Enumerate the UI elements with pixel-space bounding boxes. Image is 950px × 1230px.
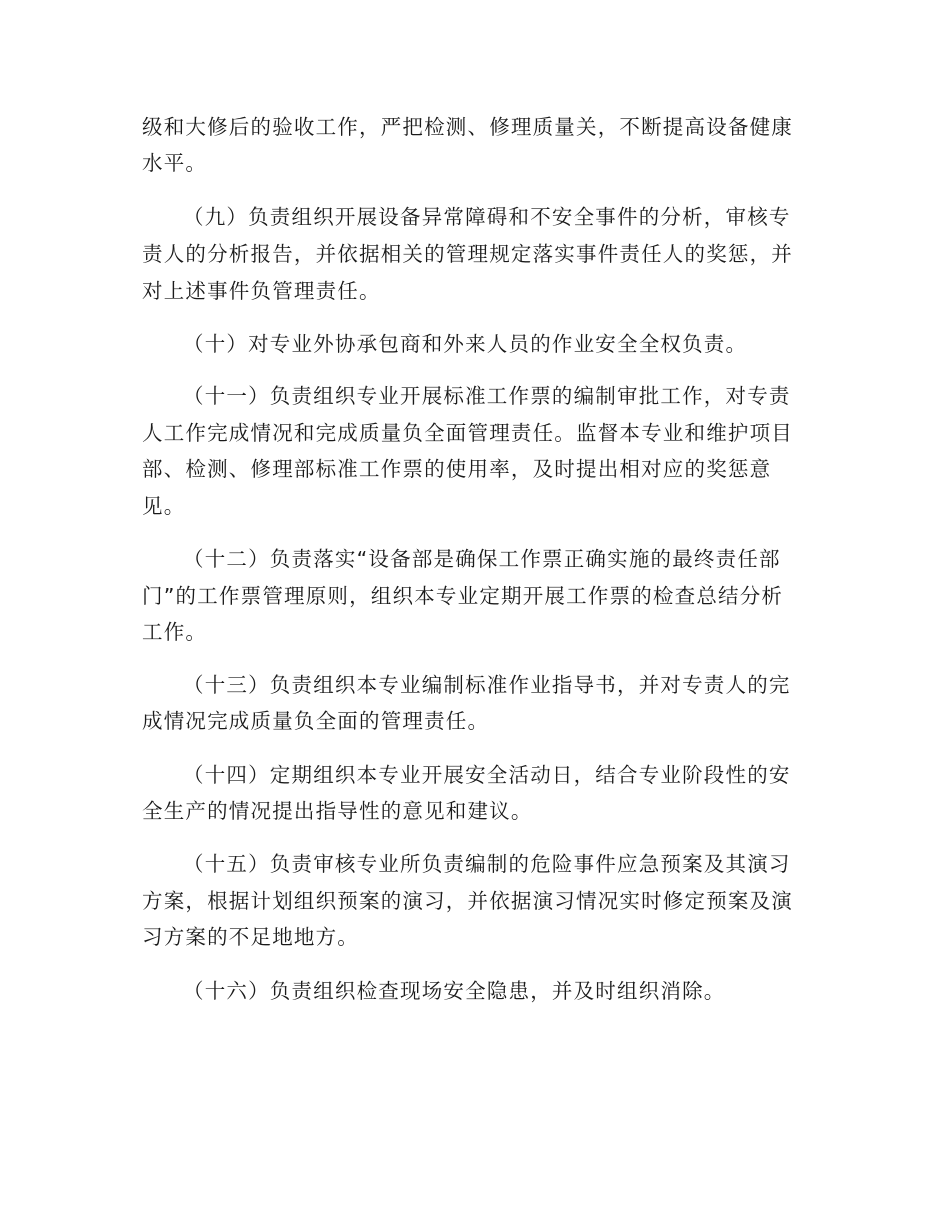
text-line: 人工作完成情况和完成质量负全面管理责任。监督本专业和维护项目 [142, 421, 793, 445]
text-line: 级和大修后的验收工作，严把检测、修理质量关，不断提高设备健康 [142, 115, 793, 139]
text-line: （十二）负责落实“设备部是确保工作票正确实施的最终责任部 [183, 547, 781, 571]
text-line: 见。 [142, 494, 186, 518]
text-line: 责人的分析报告，并依据相关的管理规定落实事件责任人的奖惩，并 [142, 242, 793, 266]
text-line: （九）负责组织开展设备异常障碍和不安全事件的分析，审核专 [183, 205, 791, 229]
text-line: （十三）负责组织本专业编制标准作业指导书，并对专责人的完 [183, 673, 791, 697]
text-line: 水平。 [142, 151, 208, 175]
text-line: 全生产的情况提出指导性的意见和建议。 [142, 799, 533, 823]
text-line: 部、检测、修理部标准工作票的使用率，及时提出相对应的奖惩意 [142, 457, 772, 481]
text-line: 门”的工作票管理原则，组织本专业定期开展工作票的检查总结分析 [142, 584, 784, 608]
text-line: 习方案的不足地地方。 [142, 925, 359, 949]
text-line: 对上述事件负管理责任。 [142, 279, 381, 303]
text-line: 工作。 [142, 620, 208, 644]
text-line: 方案，根据计划组织预案的演习，并依据演习情况实时修定预案及演 [142, 889, 793, 913]
text-line: （十）对专业外协承包商和外来人员的作业安全全权负责。 [183, 332, 748, 356]
text-line: （十一）负责组织专业开展标准工作票的编制审批工作，对专责 [183, 384, 791, 408]
text-line: （十四）定期组织本专业开展安全活动日，结合专业阶段性的安 [183, 763, 791, 787]
text-line: （十五）负责审核专业所负责编制的危险事件应急预案及其演习 [183, 852, 791, 876]
text-line: （十六）负责组织检查现场安全隐患，并及时组织消除。 [183, 979, 726, 1003]
text-line: 成情况完成质量负全面的管理责任。 [142, 709, 490, 733]
